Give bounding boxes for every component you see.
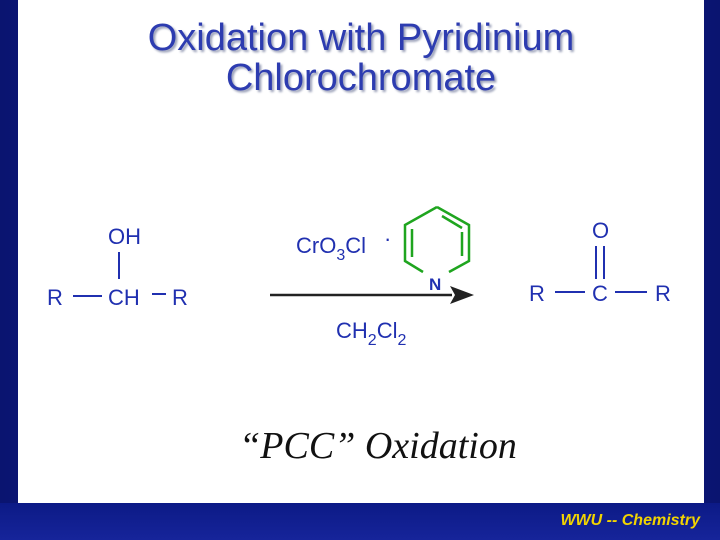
title-line-2: Chlorochromate — [225, 57, 497, 99]
reactant-ch: CH — [108, 285, 140, 310]
reactant-r-left: R — [47, 285, 63, 310]
solvent-label: $CH_2Cl_2$ — [336, 318, 407, 349]
reaction-arrow — [270, 286, 474, 304]
product-r-right: R — [655, 281, 671, 306]
product-structure — [529, 218, 671, 306]
product-c: C — [592, 281, 608, 306]
arrow-head — [450, 286, 474, 304]
reactant-oh: OH — [108, 224, 141, 249]
pyridine-ring — [405, 207, 469, 272]
svg-text:CrO3Cl — [296, 233, 366, 264]
ring-double-bond-1 — [442, 216, 462, 228]
ring-bonds-left — [405, 207, 437, 272]
reactant-structure — [47, 224, 188, 310]
title-line-1: Oxidation with Pyridinium — [147, 17, 575, 59]
pyridine-nitrogen: N — [429, 275, 442, 294]
product-o: O — [592, 218, 610, 243]
product-r-left: R — [529, 281, 545, 306]
reagent-cr: Cr — [296, 233, 320, 258]
reagent-above — [296, 226, 391, 264]
reagent-sub-3: 3 — [336, 247, 346, 264]
reagent-o: O — [319, 233, 337, 258]
reagent-dot: · — [384, 226, 392, 251]
footer-label: WWU -- Chemistry — [560, 512, 700, 529]
slide-subtitle: “PCC” Oxidation — [239, 425, 517, 467]
reagent-cl: Cl — [345, 233, 367, 258]
reactant-r-right: R — [172, 285, 188, 310]
